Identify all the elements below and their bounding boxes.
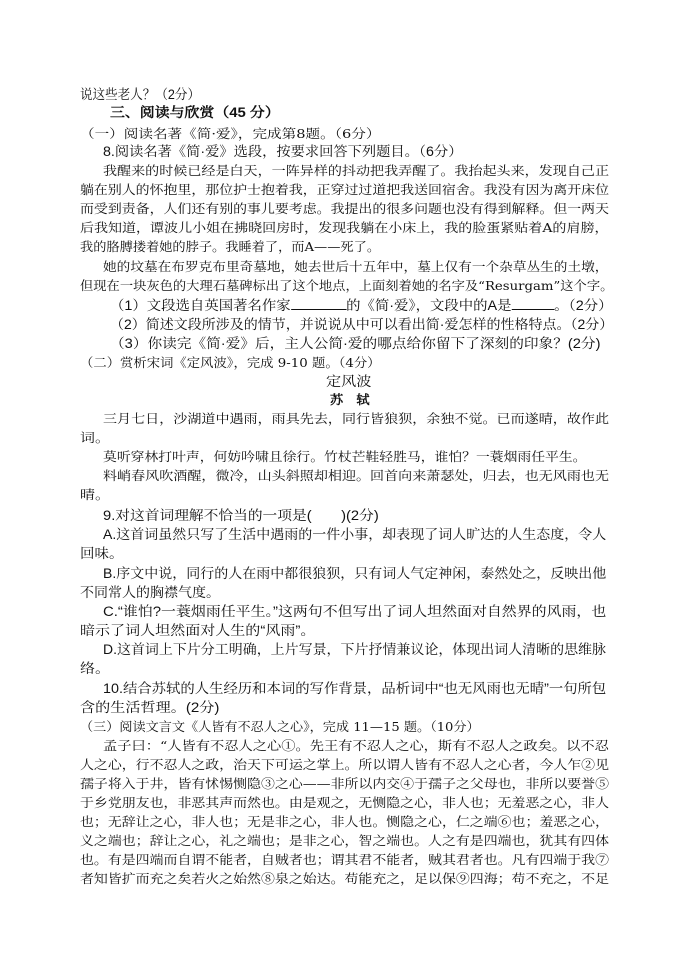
text-line: 料峭春风吹酒醒，微冷，山头斜照却相迎。回首向来萧瑟处，归去，也无风雨也无 bbox=[103, 468, 610, 483]
text-line: 苏 轼 bbox=[330, 392, 370, 407]
text-line: 10.结合苏轼的人生经历和本词的写作背景，品析词中“也无风雨也无晴”一句所包 bbox=[103, 681, 607, 696]
text-line: 我的胳膊搂着她的脖子。我睡着了，而A——死了。 bbox=[80, 239, 381, 254]
text-line: 晴。 bbox=[80, 487, 111, 502]
text-line: 孺子将入于井，皆有怵惕恻隐③之心——非所以内交④于孺子之父母也，非所以要誉⑤ bbox=[80, 776, 610, 791]
text-line: 孟子曰：“人皆有不忍人之心①。先王有不忍人之心，斯有不忍人之政矣。以不忍 bbox=[103, 738, 609, 753]
text-line: 也。有是四端而自谓不能者，自贼者也；谓其君不能者，贼其君者也。凡有四端于我⑦ bbox=[80, 852, 610, 867]
text-line: 三、阅读与欣赏（45 分） bbox=[110, 105, 280, 120]
text-line: A.这首词虽然只写了生活中遇雨的一件小事，却表现了词人旷达的人生态度，令人 bbox=[103, 527, 607, 542]
text-line: 说这些老人？（2分） bbox=[80, 87, 201, 102]
text-line: （一）阅读名著《简·爱》，完成第8题。（6分） bbox=[80, 126, 381, 141]
text-line: 但现在一块灰色的大理石墓碑标出了这个地点，上面刻着她的名字及“Resurgam”这个字。 bbox=[80, 278, 614, 293]
text-line: （3）你读完《简·爱》后，主人公简·爱的哪点给你留下了深刻的印象？(2分) bbox=[110, 336, 601, 351]
text-line: 莫听穿林打叶声，何妨吟啸且徐行。竹杖芒鞋轻胜马，谁怕？一蓑烟雨任平生。 bbox=[103, 449, 587, 464]
text-line: 义之端也；辞让之心，礼之端也；是非之心，智之端也。人之有是四端也，犹其有四体 bbox=[80, 833, 610, 848]
text-line: （二）赏析宋词《定风波》，完成 9-10 题。（4分） bbox=[80, 355, 381, 370]
text-line: 我醒来的时候已经是白天，一阵异样的抖动把我弄醒了。我抬起头来，发现自己正 bbox=[103, 163, 610, 178]
text-line: 后我知道，谭波儿小姐在拂晓回房时，发现我躺在小床上，我的脸蛋紧贴着A的肩膀， bbox=[80, 220, 609, 235]
text-line: 含的生活哲理。(2分) bbox=[80, 700, 220, 715]
text-line: 而受到责备，人们还有别的事儿要考虑。我提出的很多问题也没有得到解释。但一两天 bbox=[80, 201, 610, 216]
text-line: 躺在别人的怀抱里，那位护士抱着我，正穿过过道把我送回宿舍。我没有因为离开床位 bbox=[80, 182, 610, 197]
text-line: （1）文段选自英国著名作家 的《简·爱》，文段中的A是 。（2分） bbox=[110, 298, 613, 313]
text-line: C.“谁怕?一蓑烟雨任平生。”这两句不但写出了词人坦然面对自然界的风雨，也 bbox=[103, 604, 607, 619]
text-line: 词。 bbox=[80, 430, 111, 445]
text-line: 也；无辞让之心，非人也；无是非之心，非人也。恻隐之心，仁之端⑥也；羞恶之心， bbox=[80, 814, 610, 829]
answer-blank[interactable] bbox=[291, 297, 346, 310]
text-line: 定风波 bbox=[326, 374, 372, 389]
text-line: D.这首词上下片分工明确，上片写景，下片抒情兼议论，体现出词人清晰的思维脉 bbox=[103, 642, 606, 657]
text-line: 8.阅读名著《简·爱》选段，按要求回答下列题目。（6分） bbox=[103, 144, 463, 159]
text-line: 回味。 bbox=[80, 546, 124, 561]
text-line: （2）简述文段所涉及的情节，并说说从中可以看出简·爱怎样的性格特点。（2分） bbox=[110, 317, 614, 332]
answer-blank[interactable] bbox=[512, 297, 555, 310]
text-line: 三月七日，沙湖道中遇雨，雨具先去，同行皆狼狈，余独不觉。已而遂晴，故作此 bbox=[103, 411, 610, 426]
text-line: 暗示了词人坦然面对人生的“风雨”。 bbox=[80, 623, 316, 638]
text-line: B.序文中说，同行的人在雨中都很狼狈，只有词人气定神闲，泰然处之，反映出他 bbox=[103, 566, 607, 581]
text-line: 她的坟墓在布罗克布里奇墓地，她去世后十五年中，墓上仅有一个杂草丛生的土墩， bbox=[103, 259, 609, 274]
text-line: （三）阅读文言文《人皆有不忍人之心》，完成 11—15 题。（10分） bbox=[80, 719, 480, 734]
text-line: 9.对这首词理解不恰当的一项是( )(2分) bbox=[103, 508, 379, 523]
text-line: 于乡党朋友也，非恶其声而然也。由是观之，无恻隐之心，非人也；无羞恶之心，非人 bbox=[80, 795, 610, 810]
text-line: 不同常人的胸襟气度。 bbox=[80, 585, 220, 600]
text-line: 络。 bbox=[80, 661, 110, 676]
text-line: 者知皆扩而充之矣若火之始然⑧泉之始达。苟能充之，足以保⑨四海；苟不充之，不足 bbox=[80, 871, 610, 886]
text-line: 人之心，行不忍人之政，治天下可运之掌上。所以谓人皆有不忍人之心者，今人乍②见 bbox=[80, 757, 610, 772]
